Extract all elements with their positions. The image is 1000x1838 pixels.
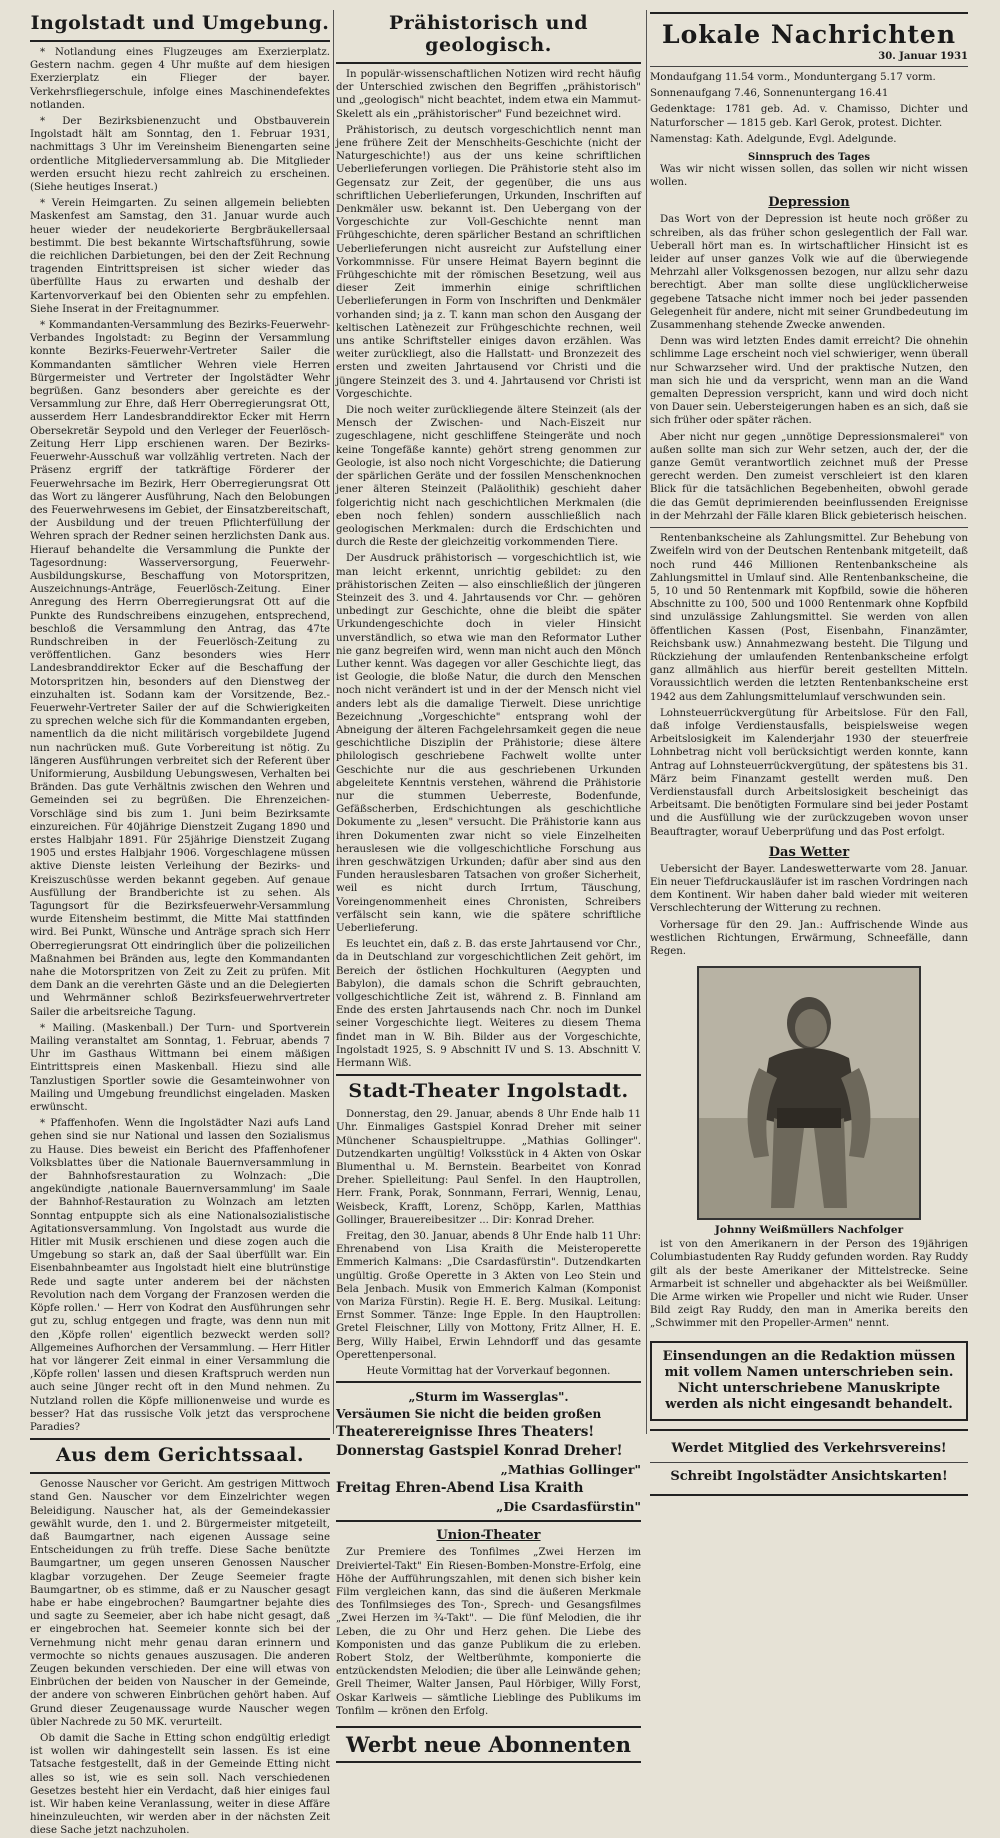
article-paragraph: Ob damit die Sache in Etting schon endgültig erledigt ist wollen wir dahingestellt sein lassen. Es ist eine Tatsache festgestellt, daß in der Gemeinde Etting nicht alles so ist, wie es sein soll. Nach verschiedenen Gesetzes besteht hier ein Verdacht, daß hier einiges faul ist. Wir haben keine Veranlassung, weiter in diese Affäre hineinzuleuchten, wir werden aber in der nächsten Zeit diese Sache jetzt nachzuholen. bbox=[30, 1732, 330, 1837]
ad-line: Schreibt Ingolstädter Ansichtskarten! bbox=[670, 1468, 948, 1484]
article-paragraph: Lohnsteuerrückvergütung für Arbeitslose. Für den Fall, daß infolge Verdienstausfalls, beispielsweise wegen Arbeitslosigkeit im Kalenderjahr 1930 der steuerfreie Lohnbetrag nicht voll berücksichtigt werden konnte, kann Antrag auf Lohnsteuerrückvergütung, der spätestens bis 31. März beim Finanzamt gestellt werden muß. Den Verdienstausfall durch Arbeitslosigkeit bescheinigt das Arbeitsamt. Die benötigten Formulare sind bei jeder Postamt und die Ausfüllung wie der zurückzugeben wovon unser Beauftragter, worauf Ueberprüfung und das Post erfolgt. bbox=[650, 707, 968, 838]
sinnspruch-title: Sinnspruch des Tages bbox=[748, 152, 870, 164]
article-paragraph: Denn was wird letzten Endes damit erreicht? Die ohnehin schlimme Lage erscheint noch viel schwieriger, wenn überall nur Schwarzseher wird. Und der praktische Nutzen, den man sich hie und da verspricht, wenn man an die Wand gemalten Depression verspricht, kann und wird doch nicht von Dauer sein. Uebersteigerungen haben es an sich, daß sie sich früher oder später rächen. bbox=[650, 336, 968, 427]
article-paragraph: Aber nicht nur gegen „unnötige Depressionsmalerei" von außen sollte man sich zur Wehr setzen, auch der, der die ganze Gemüt verantwortlich zeichnet muß der Presse gerecht werden. Den zumeist verschleiert ist den klaren Blick für die tatsächlichen Begebenheiten, obwohl gerade die das Gemüt deprimierenden beeinflussenden Ereignisse in der Mehrzahl der Fälle klaren Blick gebieterisch heischen. bbox=[650, 431, 968, 522]
section-rule bbox=[650, 527, 968, 528]
ad-line: Werdet Mitglied des Verkehrsvereins! bbox=[671, 1440, 947, 1456]
section-title-ingolstadt: Ingolstadt und Umgebung. bbox=[30, 12, 330, 34]
column-lokale-nachrichten bbox=[650, 8, 968, 1484]
article-paragraph: Es leuchtet ein, daß z. B. das erste Jahrtausend vor Chr., da in Deutschland zur vorgeschichtlichen Zeit gehört, im Bereich der östlichen Hochkulturen (Aegypten und Babylon), die damals schon die Schrift gebrauchten, vollgeschichtliche Zeit ist, während z. B. Finnland am Ende des ersten Jahrtausends nach Chr. noch im Dunkel seiner Vorgeschichte liegt. Weiteres zu diesem Thema findet man in W. Bih. Bilder aus der Vorgeschichte, Ingolstadt 1925, S. 9 Abschnitt IV und S. 13. Abschnitt V. Hermann Wiß. bbox=[336, 939, 641, 1070]
section-title-stadttheater: Stadt-Theater Ingolstadt. bbox=[348, 1080, 629, 1103]
almanac-line: Mondaufgang 11.54 vorm., Monduntergang 5.17 vorm. bbox=[650, 72, 936, 83]
article-paragraph: * Verein Heimgarten. Zu seinen allgemein beliebten Maskenfest am Samstag, den 31. Januar wurde auch heuer wieder der neudekorierte Bergbräukellersaal bestimmt. Die best bekannte Wirtschaftsführung, sowie die reichlichen Darbietungen, bei den der Zeit Rechnung tragenden Eintrittspreisen ist sicher wieder das überfüllte Haus zu erwarten und deshalb der Kartenvorverkauf bei den Obienten sehr zu empfehlen. Siehe Inserat in der Freitagnummer. bbox=[30, 198, 330, 315]
photo-caption-title: Johnny Weißmüllers Nachfolger bbox=[714, 1224, 904, 1237]
title-rule bbox=[30, 40, 330, 42]
theater-ad-line: Donnerstag Gastspiel Konrad Dreher! bbox=[336, 1443, 623, 1460]
section-title-depression: Depression bbox=[768, 195, 850, 211]
column-local-news bbox=[30, 8, 330, 1837]
column-divider bbox=[646, 10, 647, 1434]
masthead-rule bbox=[650, 12, 968, 14]
article-paragraph: * Mailing. (Maskenball.) Der Turn- und Sportverein Mailing veranstaltet am Sonntag, 1. Februar, abends 7 Uhr im Gasthaus Wittmann bei einem mäßigen Eintrittspreis einen Maskenball. Hiezu sind alle Tanzlustigen Sportler sowie die Gesamteinwohner von Mailing und Umgebung freundlichst eingeladen. Masken erwünscht. bbox=[30, 1022, 330, 1114]
article-paragraph: Die noch weiter zurückliegende ältere Steinzeit (als der Mensch der Zwischen- und Nach-Eiszeit nur zugeschlagene, nicht geschliffene Steingeräte und noch keine Tongefäße kannte) gehört streng genommen zur Geologie, ist also noch nicht Vorgeschichte; die Datierung der spärlichen Geräte und der fossilen Menschenknochen jener älteren Steinzeit (Paläolithik) geschieht daher folgerichtig nicht nach geschichtlichen Merkmalen (die eben noch fehlen) sondern ausschließlich nach geologischen Merkmalen: durch die Erdschichten und durch die Reste der gleichzeitig vorkommenden Tiere. bbox=[336, 405, 641, 549]
swimmer-photo bbox=[697, 966, 921, 1220]
article-paragraph: Rentenbankscheine als Zahlungsmittel. Zur Behebung von Zweifeln wird von der Deutschen Rentenbank mitgeteilt, daß noch rund 446 Millionen Rentenbankscheine als Zahlungsmittel in Umlauf sind. Alle Rentenbankscheine, die 5, 10 und 50 Rentenmark mit Kopfbild, sowie die höheren Abschnitte zu 100, 500 und 1000 Rentenmark ohne Kopfbild sind unzulässige Zahlungsmittel. Sie werden von allen öffentlichen Kassen (Post, Eisenbahn, Finanzämter, Reichsbank usw.) Annahmezwang besteht. Die Tilgung und Rückziehung der umlaufenden Rentenbankscheine erfolgt ganz allmählich aus hierfür bereit gestellten Mitteln. Voraussichtlich werden die letzten Rentenbankscheine erst 1942 aus dem Zahlungsmittelumlauf verschwunden sein. bbox=[650, 533, 968, 703]
editorial-notice: Einsendungen an die Redaktion müssen mit vollem Namen unterschrieben sein. Nicht unterschriebene Manuskripte werden als nicht eingesandt behandelt. bbox=[650, 1341, 968, 1421]
article-paragraph: Prähistorisch, zu deutsch vorgeschichtlich nennt man jene frühere Zeit der Menschheits-Geschichte (nicht der Naturgeschichte!) aus der uns keine schriftlichen Ueberlieferungen vorliegen. Die Prähistorie steht also im Gegensatz zur Zeit, der gegenüber, die uns aus schriftlichen Ueberlieferungen, Urkunden, Inschriften auf Denkmäler usw. bekannt ist. Den Uebergang von der Vorgeschichte zur Voll-Geschichte nennt man Frühgeschichte, deren spärlicher Bestand an schriftlichen Ueberlieferungen nicht ausreicht zur Aufstellung einer Vorkommnisse. Für unsere Heimat Bayern beginnt die Frühgeschichte mit der römischen Besetzung, weil aus dieser Zeit immerhin einige schriftlichen Ueberlieferungen in Form von Inschriften und Denkmäler vorhanden sind; ja z. T. kann man schon den Ausgang der keltischen Latènezeit zur Frühgeschichte rechnen, weil uns antike Schriftsteller einiges davon erzählen. Was weiter zurückliegt, also die Hallstatt- und Bronzezeit des ersten und zweiten Jahrtausend vor Christi und die jüngere Steinzeit des 3. und 4. Jahrtausend vor Christi ist Vorgeschichte. bbox=[336, 124, 641, 400]
masthead-rule bbox=[650, 66, 968, 67]
theater-ad-line: „Die Csardasfürstin" bbox=[496, 1499, 641, 1515]
almanac-line: Namenstag: Kath. Adelgunde, Evgl. Adelgunde. bbox=[650, 133, 897, 145]
article-paragraph: In populär-wissenschaftlichen Notizen wird recht häufig der Unterschied zwischen den Begriffen „prähistorisch" und „geologisch" nicht beachtet, indem etwa ein Mammut-Skelett als ein „prähistorischer" Fund bezeichnet wird. bbox=[336, 69, 641, 120]
theater-ad-line: Freitag Ehren-Abend Lisa Kraith bbox=[336, 1480, 584, 1497]
issue-date: 30. Januar 1931 bbox=[878, 51, 968, 62]
article-paragraph: * Der Bezirksbienenzucht und Obstbauverein Ingolstadt hält am Sonntag, den 1. Februar 1931, nachmittags 3 Uhr im Vereinsheim Bienengarten seine ordentliche Mitgliederversammlung ab. Die Mitglieder werden ersucht hiezu recht zahlreich zu erscheinen. (Siehe heutiges Inserat.) bbox=[30, 116, 330, 194]
section-title-union-theater: Union-Theater bbox=[436, 1528, 541, 1544]
theater-ad-line: „Sturm im Wasserglas". bbox=[408, 1390, 569, 1405]
article-paragraph: * Pfaffenhofen. Wenn die Ingolstädter Nazi aufs Land gehen sind sie nur National und lassen den Sozialismus zu Hause. Dies beweist ein Bericht des Pfaffenhofener Volksblattes über die Nationale Bauernversammlung in der Bahnhofsrestauration zu Wolnzach: „Die angekündigte ‚nationale Bauernversammlung' im Saale der Bahnhof-Restauration zu Wolnzach am letzten Sonntag entpuppte sich als eine Nationalsozialistische Agitationsversammlung. Von Ingolstadt aus wurde die Hitler mit Musik erschienen und diese zogen auch die Umgebung so stark an, daß der Saal überfüllt war. Ein Eisenbahnbeamter aus Ingolstadt hielt eine blutrünstige Rede und sagte unter anderem bei der nächsten Revolution nach dem Vorgang der Franzosen werden die Köpfe rollen.' — Herr von Kodrat den Ausführungen sehr gut zu, schlug entgegen und fragte, was denn nun mit den ‚Köpfe rollen' eigentlich bezweckt werden soll? Allgemeines Aufhorchen der Versammlung. — Herr Hitler hat vor längerer Zeit einmal in einer Versammlung die ‚Köpfe rollen' lassen und diesen Kraftspruch werden nun auch seine Jünger recht oft in den Mund nehmen. Zu Nutzland rollen die Köpfe millionenweise und wurde es besser? Hat das russische Volk jetzt das versprochene Paradies? bbox=[30, 1118, 330, 1433]
sinnspruch-text: Was wir nicht wissen sollen, das sollen wir nicht wissen wollen. bbox=[650, 164, 968, 189]
section-rule bbox=[30, 1438, 330, 1440]
theater-advertisement bbox=[336, 1381, 641, 1522]
union-paragraph: Zur Premiere des Tonfilmes „Zwei Herzen im Dreiviertel-Takt" Ein Riesen-Bomben-Monstre-Erfolg, eine Höhe der Aufführungszahlen, mit denen sich bisher kein Film vergleichen kann, das sind die äußeren Merkmale des Tonfilmsieges des Ton-, Sprech- und Gesangsfilmes „Zwei Herzen im ¾-Takt". — Die fünf Melodien, die ihr Leben, die zu Ohr und Herz gehen. Die Liebe des Komponisten und das ganze Publikum die zu erleben. Robert Stolz, der Weltberühmte, komponierte die entzückendsten Melodien; die über alle Leinwände gehen; Grell Theimer, Walter Jansen, Paul Hörbiger, Willy Forst, Oskar Karlweis — sämtliche Lieblinge des Publikums im Tonfilm — krönen den Erfolg. bbox=[336, 1547, 641, 1717]
masthead-title: Lokale Nachrichten bbox=[661, 20, 957, 49]
column-middle bbox=[336, 8, 641, 1757]
theater-paragraph: Freitag, den 30. Januar, abends 8 Uhr Ende halb 11 Uhr: Ehrenabend von Lisa Kraith die Meisteroperette Emmerich Kalmans: „Die Csardasfürstin". Dutzendkarten ungültig. Große Operette in 3 Akten von Leo Stein und Bela Jenbach. Musik von Emmerich Kalman (Komponist von Mariza Fürstin). Regie H. E. Berg. Musikal. Leitung: Ernst Sommer. Tänze: Inge Epple. In den Hauptrollen: Gretel Fleischner, Lilly von Mottony, Fritz Allner, H. E. Berg, Willy Haibel, Erwin Lehndorff und das gesamte Operettenpersonal. bbox=[336, 1231, 641, 1361]
photo-caption: ist von den Amerikanern in der Person des 19jährigen Columbiastudenten Ray Ruddy gefunden worden. Ray Ruddy gilt als der beste Amerikaner der Mittelstrecke. Seine Armarbeit ist schneller und abgehackter als bei Weißmüller. Die Arme wirken wie Propeller und nicht wie Ruder. Unser Bild zeigt Ray Ruddy, den man in Amerika bereits den „Schwimmer mit den Propeller-Armen" nennt. bbox=[650, 1239, 968, 1330]
article-paragraph: * Notlandung eines Flugzeuges am Exerzierplatz. Gestern nachm. gegen 4 Uhr mußte auf dem hiesigen Exerzierplatz ein Flieger der bayer. Verkehrsfliegerschule, infolge eines Maschinendefektes notlanden. bbox=[30, 47, 330, 111]
theater-paragraph: Heute Vormittag hat der Vorverkauf begonnen. bbox=[366, 1366, 611, 1378]
section-rule bbox=[336, 1074, 641, 1076]
section-title-gerichtssaal: Aus dem Gerichtssaal. bbox=[55, 1444, 304, 1467]
section-title-praehistorisch: Prähistorisch und geologisch. bbox=[388, 12, 589, 56]
theater-ad-line: Versäumen Sie nicht die beiden großen bbox=[336, 1407, 602, 1422]
almanac-line: Gedenktage: 1781 geb. Ad. v. Chamisso, Dichter und Naturforscher — 1815 geb. Karl Gerok, protest. Dichter. bbox=[650, 104, 968, 129]
article-paragraph: * Kommandanten-Versammlung des Bezirks-Feuerwehr-Verbandes Ingolstadt: zu Beginn der Versammlung konnte Bezirks-Feuerwehr-Vertreter Sailer die Kommandanten sämtlicher Wehren viele Herren Bürgermeister und Vertreter der Ingolstädter Wehr begrüßen. Ganz besonders aber gereichte es der Versammlung zur Ehre, daß Herr Oberregierungsrat Ott, ausserdem Herr Landesbranddirektor Ecker mit Herrn Obersekretär Seypold und den Verleger der Feuerlösch-Zeitung Herr Lipp erschienen waren. Der Bezirks-Feuerwehr-Ausschuß war vollzählig vertreten. Nach der Präsenz ergriff der tatkräftige Förderer der Feuerwehrsache im Bezirk, Herr Oberregierungsrat Ott das Wort zu längerer Ausführung, Nach den Belobungen des Feuerwehrwesens im Gebiet, der Einsatzbereitschaft, der Ausbildung und der treuen Pflichterfüllung der Wehren sprach der Redner seinen herzlichsten Dank aus. Hierauf behandelte die Versammlung die Punkte der Tagesordnung: Wasserversorgung, Feuerwehr-Ausbildungskurse, Beschaffung von Motorspritzen, Auszeichnungs-Anträge, Feuerlösch-Zeitung. Einer Anregung des Herrn Oberregierungsrat Ott auf die Punkte des Rundschreibens einzugehen, entsprechend, beschloß die Versammlung den Antrag, das 47te Rundschreiben in der Feuerlösch-Zeitung zu veröffentlichen. Ganz besonders wies Herr Landesbranddirektor Ecker auf die Beschaffung der Motorspritzen hin, besonders auf den Dienstweg der einzuhalten ist. Sodann kam der Vorsitzende, Bez.-Feuerwehr-Vertreter Sailer der auf die Schwierigkeiten zu sprechen welche sich für die Kommandanten ergeben, namentlich da die nicht militärisch vorgebildete Jugend nun nachrücken muß. Gute Vorbereitung ist nötig. Zu längeren Ausführungen verbreitet sich der Referent über Uniformierung, Ausbildung Uebungswesen, Verhalten bei Bränden. Das gute Verhältnis zwischen den Wehren und Gemeinden sei zu begrüßen. Die Ehrenzeichen-Vorschläge sind bis zum 1. Juni beim Bezirksamte einzureichen. Für 40jährige Dienstzeit Zugang 1890 und erstes Halbjahr 1891. Für 25jährige Dienstzeit Zugang 1905 und erstes Halbjahr 1906. Vorgeschlagene müssen aktive Dienste leisten Verleihung der Bezirks- und Kreiszuschüsse werden bekannt gegeben. Auf genaue Ausfüllung der Brandberichte ist zu sehen. Als Tagungsort für die Bezirksfeuerwehr-Versammlung wurde Eitensheim bestimmt, die Mitte Mai stattfinden wird. Bei Punkt, Wünsche und Anträge sprach sich Herr Oberregierungsrat Ott eindringlich über die polizeilichen Maßnahmen bei Bränden aus, legte den Kommandanten nahe die Motorspritzen von Zeit zu Zeit zu prüfen. Mit dem Dank an die verehrten Gäste und an die Delegierten und Wehrmänner schloß Bezirksfeuerwehrvertreter Sailer die arbeitsreiche Tagung. bbox=[30, 320, 330, 1018]
column-divider bbox=[333, 10, 334, 1434]
article-paragraph: Genosse Nauscher vor Gericht. Am gestrigen Mittwoch stand Gen. Nauscher vor dem Einzelrichter wegen Beleidigung. Nauscher hat, als der Gemeindekassier gewählt wurde, den 1. und 2. Bürgermeister mitgeteilt, daß Baumgartner, nach eigenen Aussage seine Entscheidungen zu früh treffe. Diese Sache benützte Baumgartner, um gegen unseren Genossen Nauscher klagbar vorzugehen. Der Zeuge Seemeier fragte Baumgartner, ob es stimme, daß er zu Nauscher gesagt habe er habe eingebrochen? Baumgartner bejahte dies und sagte zu Seemeier, aber ich habe nicht gesagt, daß er eingebrochen hat. Seemeier konnte sich bei der Vernehmung nicht mehr genau daran erinnern und vermochte so nichts genaues auszusagen. Die anderen Zeugen bekunden verschieden. Der eine will etwas von Einbrüchen der beiden von Nauscher in der Gemeinde, der andere von schweren Einbrüchen gehört haben. Auf Grund dieser Zeugenaussage wurde Nauscher wegen übler Nachrede zu 50 MK. verurteilt. bbox=[30, 1479, 330, 1728]
theater-paragraph: Donnerstag, den 29. Januar, abends 8 Uhr Ende halb 11 Uhr. Einmaliges Gastspiel Konrad Dreher mit seiner Münchener Schauspieltruppe. „Mathias Gollinger". Dutzendkarten ungültig! Volksstück in 4 Akten von Oskar Blumenthal u. M. Bernstein. Bearbeitet von Konrad Dreher. Spielleitung: Paul Senfel. In den Hauptrollen, Herr. Frank, Porak, Sonnmann, Ferrari, Wennig, Lenau, Weisbeck, Krafft, Lorenz, Schöpp, Karlen, Matthias Gollinger, Brauereibesitzer ... Dir: Konrad Dreher. bbox=[336, 1109, 641, 1226]
almanac-line: Sonnenaufgang 7.46, Sonnenuntergang 16.41 bbox=[650, 88, 889, 100]
swimmer-illustration bbox=[699, 968, 919, 1218]
theater-ad-line: Theaterereignisse Ihres Theaters! bbox=[336, 1424, 595, 1441]
weather-paragraph: Vorhersage für den 29. Jan.: Auffrischende Winde aus westlichen Richtungen, Erwärmung, Schneefälle, dann Regen. bbox=[650, 919, 968, 957]
title-rule bbox=[336, 62, 641, 64]
association-advertisement bbox=[650, 1429, 968, 1496]
theater-ad-line: „Mathias Gollinger" bbox=[500, 1462, 641, 1478]
article-paragraph: Der Ausdruck prähistorisch — vorgeschichtlich ist, wie man leicht erkennt, unrichtig gebildet: zu den prähistorischen Zeiten — also einschließlich der jüngeren Steinzeit des 3. und 4. Jahrtausends vor Chr. — gehören unbedingt zur Geschichte, ohne die bleibt die später Urkundengeschichte doch in vieler Hinsicht unverständlich, so etwa wie man den Reformator Luther nie ganz begreifen wird, wenn man nicht auch den Mönch Luther kennt. Was dagegen vor aller Geschichte liegt, das ist Geologie, die bloße Natur, die durch den Menschen noch nicht verändert ist und in der der Mensch nicht viel anders lebt als die damalige Tierwelt. Diese unrichtige Bezeichnung „Vorgeschichte" entsprang wohl der Abneigung der älteren Fachgelehrsamkeit gegen die neue geschichtliche Disziplin der Prähistorie; diese ältere philologisch geschriebene Fachwelt wollte unter Geschichte nur die aus geschriebenen Urkunden abgeleitete Kenntnis verstehen, während die Prähistorie nur die stummen Ueberreste, Bodenfunde, Gefäßscherben, Erdschichtungen als geschichtliche Dokumente zu „lesen" versucht. Die Prähistorie kann aus ihren Dokumenten zwar nicht so viele Einzelheiten herauslesen wie die vollgeschichtliche Forschung aus ihren geschwätzigen Urkunden; dafür aber sind aus den Funden herauslesbaren Tatsachen von großer Sicherheit, weil es nicht durch Irrtum, Täuschung, Voreingenommenheit eines Chronisten, Schreibers verfälscht sein kann, wie die spätere schriftliche Ueberlieferung. bbox=[336, 553, 641, 934]
section-title-wetter: Das Wetter bbox=[768, 844, 850, 860]
subscription-banner: Werbt neue Abonnenten bbox=[336, 1726, 641, 1763]
title-rule bbox=[30, 1472, 330, 1474]
ad-rule bbox=[650, 1462, 968, 1463]
weather-paragraph: Uebersicht der Bayer. Landeswetterwarte vom 28. Januar. Ein neuer Tiefdruckausläufer ist im raschen Vordringen nach dem Kontinent. Wir haben daher bald wieder mit weiteren Verschlechterung der Witterung zu rechnen. bbox=[650, 863, 968, 915]
article-paragraph: Das Wort von der Depression ist heute noch größer zu schreiben, als das früher schon geslegentlich der Fall war. Ueberall hört man es. In wirtschaftlicher Hinsicht ist es leider auf unser ganzes Volk wie auf die überwiegende Mehrzahl aller Volksgenossen bezogen, nur allzu sehr dazu berechtigt. Aber man sollte diese unglücklicherweise gegebene Tatsache nicht immer noch bei jeder passenden Gelegenheit für andere, nicht mit seiner Grundbedeutung im Zusammenhang stehende Zwecke anwenden. bbox=[650, 214, 968, 332]
